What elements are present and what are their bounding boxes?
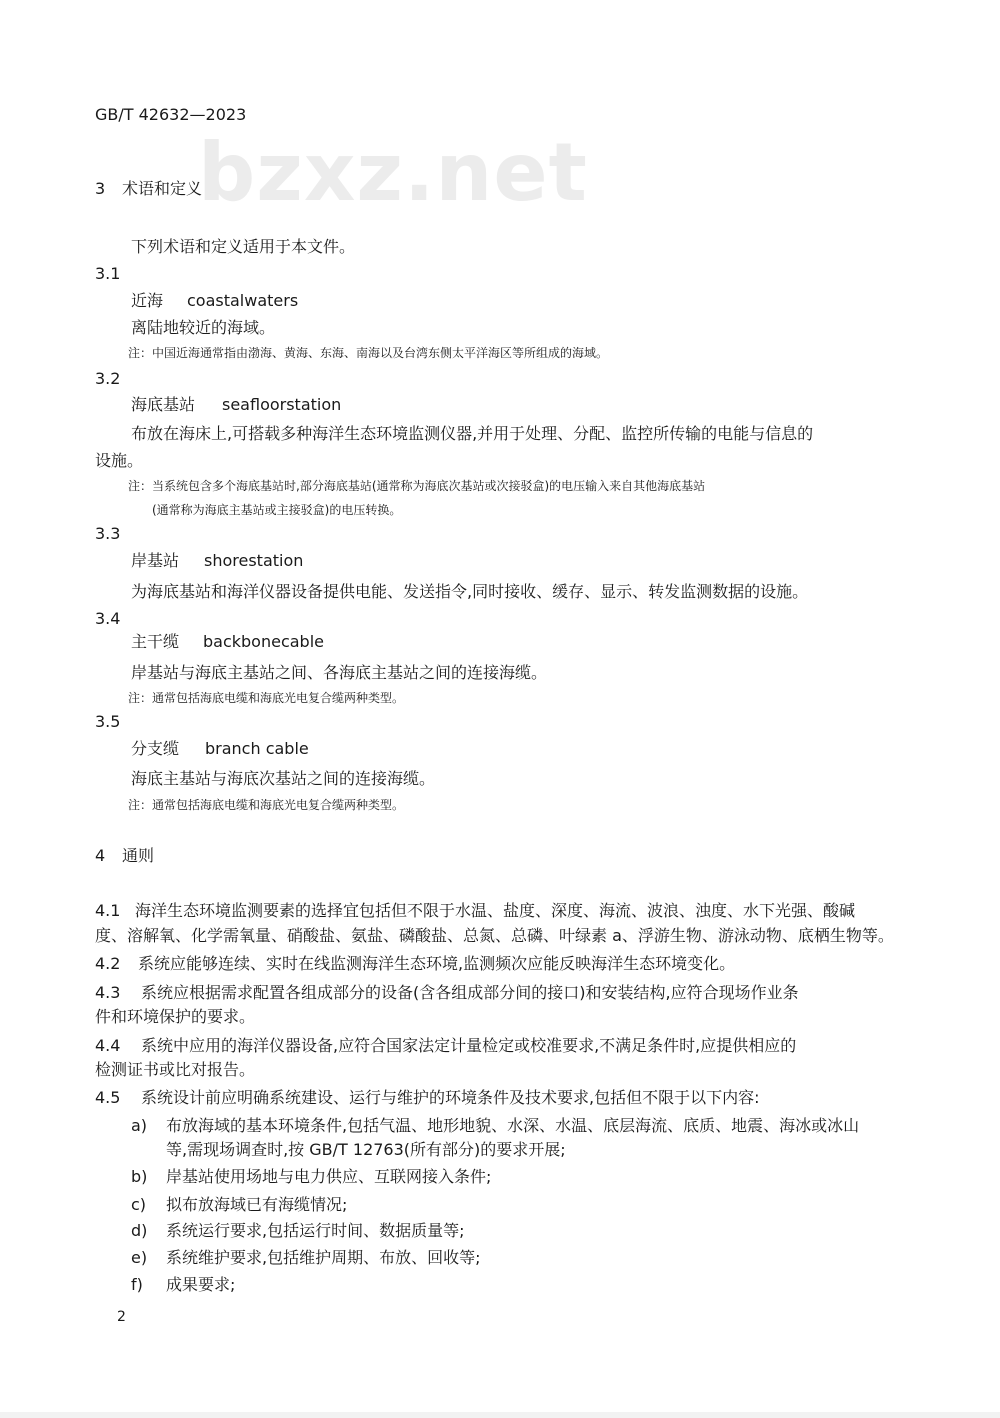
standard-code-header: GB/T 42632—2023 — [95, 105, 247, 124]
term-note: 注：通常包括海底电缆和海底光电复合缆两种类型。 — [128, 691, 405, 705]
clause-number: 4.3 — [95, 983, 121, 1002]
term-english: backbonecable — [203, 632, 324, 651]
list-marker: d) — [131, 1221, 148, 1240]
section-3-number: 3 — [95, 179, 106, 198]
clause-text: 系统中应用的海洋仪器设备,应符合国家法定计量检定或校准要求,不满足条件时,应提供相应的 — [141, 1036, 797, 1055]
section-3-intro: 下列术语和定义适用于本文件。 — [131, 237, 356, 256]
term-chinese: 近海 — [131, 291, 164, 310]
list-marker: a) — [131, 1116, 148, 1135]
term-note: 注：通常包括海底电缆和海底光电复合缆两种类型。 — [128, 798, 405, 812]
list-item-text: 布放海域的基本环境条件,包括气温、地形地貌、水深、水温、底层海流、底质、地震、海冰或冰山 — [166, 1116, 860, 1135]
term-note: 注：中国近海通常指由渤海、黄海、东海、南海以及台湾东侧太平洋海区等所组成的海域。 — [128, 346, 609, 360]
term-english: shorestation — [204, 551, 304, 570]
clause-text: 系统应根据需求配置各组成部分的设备(含各组成部分间的接口)和安装结构,应符合现场作业条 — [141, 983, 799, 1002]
list-marker: c) — [131, 1195, 147, 1214]
list-item-text: 拟布放海域已有海缆情况; — [166, 1195, 348, 1214]
list-item-text: 岸基站使用场地与电力供应、互联网接入条件; — [166, 1167, 492, 1186]
watermark: bzxz.net — [198, 126, 588, 219]
term-definition: 布放在海床上,可搭载多种海洋生态环境监测仪器,并用于处理、分配、监控所传输的电能与信息的 — [131, 424, 814, 443]
term-number: 3.2 — [95, 369, 121, 388]
clause-number: 4.5 — [95, 1088, 121, 1107]
term-definition-continued: 设施。 — [95, 451, 144, 470]
list-item-text: 成果要求; — [166, 1275, 236, 1294]
clause-text: 系统应能够连续、实时在线监测海洋生态环境,监测频次应能反映海洋生态环境变化。 — [138, 954, 736, 973]
list-marker: b) — [131, 1167, 148, 1186]
clause-text: 系统设计前应明确系统建设、运行与维护的环境条件及技术要求,包括但不限于以下内容: — [141, 1088, 760, 1107]
clause-number: 4.2 — [95, 954, 121, 973]
term-english: branch cable — [205, 739, 309, 758]
term-note: 注：当系统包含多个海底基站时,部分海底基站(通常称为海底次基站或次接驳盒)的电压输入来自其他海底基站 — [128, 479, 706, 493]
term-definition: 海底主基站与海底次基站之间的连接海缆。 — [131, 769, 436, 788]
term-number: 3.3 — [95, 524, 121, 543]
term-english: seafloorstation — [222, 395, 342, 414]
term-chinese: 主干缆 — [131, 632, 180, 651]
term-chinese: 岸基站 — [131, 551, 180, 570]
term-chinese: 分支缆 — [131, 739, 180, 758]
clause-text-continued: 度、溶解氧、化学需氧量、硝酸盐、氨盐、磷酸盐、总氮、总磷、叶绿素 a、浮游生物、游泳动物、底栖生物等。 — [95, 926, 894, 945]
clause-text: 海洋生态环境监测要素的选择宜包括但不限于水温、盐度、深度、海流、波浪、浊度、水下光强、酸碱 — [135, 901, 856, 920]
page-number: 2 — [117, 1309, 126, 1325]
term-english: coastalwaters — [187, 291, 299, 310]
list-item-text: 系统维护要求,包括维护周期、布放、回收等; — [166, 1248, 481, 1267]
term-definition: 离陆地较近的海域。 — [131, 318, 276, 337]
clause-number: 4.1 — [95, 901, 121, 920]
page-bottom-edge — [0, 1412, 1000, 1418]
term-note-continued: (通常称为海底主基站或主接驳盒)的电压转换。 — [152, 503, 402, 517]
list-item-text-continued: 等,需现场调查时,按 GB/T 12763(所有部分)的要求开展; — [166, 1140, 566, 1159]
clause-number: 4.4 — [95, 1036, 121, 1055]
list-marker: e) — [131, 1248, 148, 1267]
term-number: 3.1 — [95, 264, 121, 283]
section-4-number: 4 — [95, 846, 106, 865]
term-number: 3.4 — [95, 609, 121, 628]
term-chinese: 海底基站 — [131, 395, 196, 414]
clause-text-continued: 检测证书或比对报告。 — [95, 1060, 256, 1079]
section-3-title: 术语和定义 — [122, 179, 203, 198]
term-definition: 为海底基站和海洋仪器设备提供电能、发送指令,同时接收、缓存、显示、转发监测数据的设施。 — [131, 582, 809, 601]
list-item-text: 系统运行要求,包括运行时间、数据质量等; — [166, 1221, 465, 1240]
section-4-title: 通则 — [122, 846, 155, 865]
clause-text-continued: 件和环境保护的要求。 — [95, 1007, 256, 1026]
list-marker: f) — [131, 1275, 143, 1294]
term-definition: 岸基站与海底主基站之间、各海底主基站之间的连接海缆。 — [131, 663, 548, 682]
term-number: 3.5 — [95, 712, 121, 731]
